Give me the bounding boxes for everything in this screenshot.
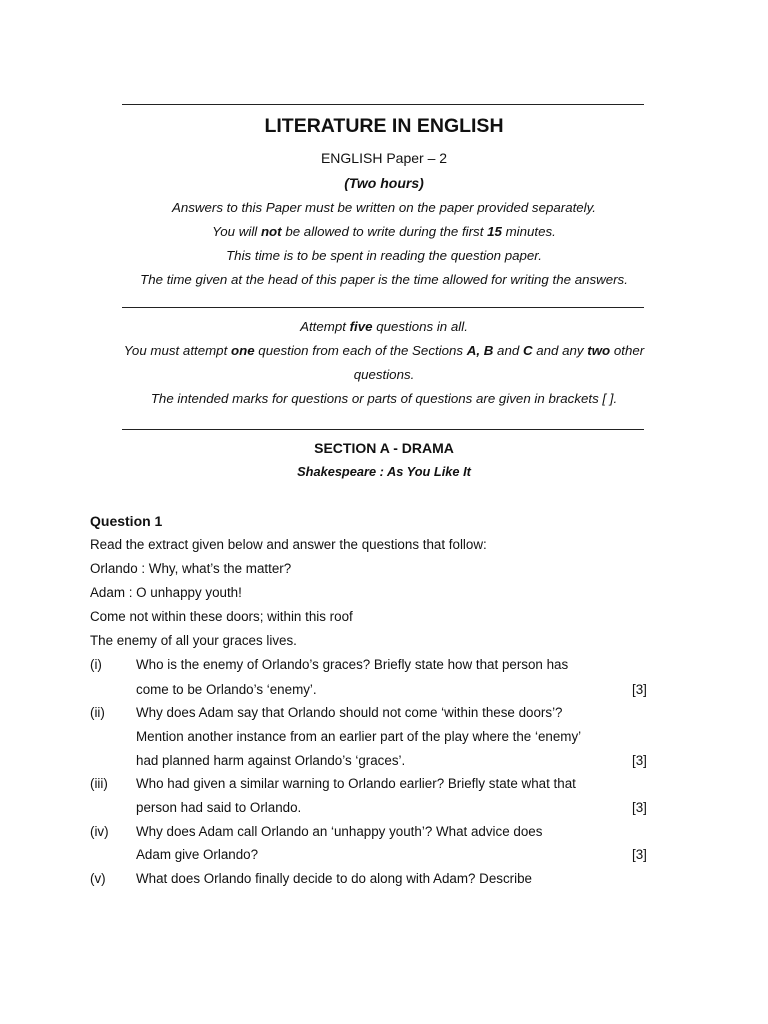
instruction-line-2: You will not be allowed to write during the first 15 minutes. <box>212 224 556 239</box>
part-text-line: person had said to Orlando. <box>136 800 302 815</box>
middle-divider <box>122 307 644 308</box>
extract-line: The enemy of all your graces lives. <box>90 633 297 648</box>
extract-line: Come not within these doors; within this roof <box>90 609 353 624</box>
part-marks: [3] <box>632 847 647 862</box>
attempt-line-3: questions. <box>353 367 415 382</box>
part-number: (v) <box>90 871 106 886</box>
part-text-line: Mention another instance from an earlier part of the play where the ‘enemy’ <box>136 729 582 744</box>
part-marks: [3] <box>632 800 647 815</box>
part-text-line: Who had given a similar warning to Orlando earlier? Briefly state what that <box>136 776 576 791</box>
instruction-line-1: Answers to this Paper must be written on the paper provided separately. <box>171 200 596 215</box>
part-text-line: Who is the enemy of Orlando’s graces? Briefly state how that person has <box>136 657 569 672</box>
part-number: (iii) <box>90 776 108 791</box>
duration: (Two hours) <box>344 175 424 191</box>
part-text-line: come to be Orlando’s ‘enemy’. <box>136 682 317 697</box>
attempt-line-1: Attempt five questions in all. <box>300 319 468 334</box>
extract-line: Orlando : Why, what’s the matter? <box>90 561 292 576</box>
part-number: (ii) <box>90 705 105 720</box>
paper-subtitle: ENGLISH Paper – 2 <box>320 150 448 166</box>
part-text-line: Why does Adam call Orlando an ‘unhappy youth’? What advice does <box>136 824 543 839</box>
part-text-line: had planned harm against Orlando’s ‘graces’. <box>136 753 406 768</box>
question-heading: Question 1 <box>90 513 163 529</box>
attempt-line-2: You must attempt one question from each of the Sections A, B and C and any two other <box>123 343 645 358</box>
part-text-line: Adam give Orlando? <box>136 847 259 862</box>
part-text-line: Why does Adam say that Orlando should not come ‘within these doors’? <box>136 705 563 720</box>
bottom-divider <box>122 429 644 430</box>
section-title: SECTION A - DRAMA <box>314 440 454 456</box>
instruction-line-4: The time given at the head of this paper is the time allowed for writing the answers. <box>140 272 628 287</box>
part-text-line: What does Orlando finally decide to do along with Adam? Describe <box>136 871 532 886</box>
part-marks: [3] <box>632 753 647 768</box>
top-divider <box>122 104 644 105</box>
part-number: (i) <box>90 657 102 672</box>
attempt-line-4: The intended marks for questions or parts of questions are given in brackets [ ]. <box>150 391 618 406</box>
question-intro: Read the extract given below and answer the questions that follow: <box>90 537 487 552</box>
instruction-line-3: This time is to be spent in reading the question paper. <box>226 248 542 263</box>
part-number: (iv) <box>90 824 109 839</box>
part-marks: [3] <box>632 682 647 697</box>
paper-title: LITERATURE IN ENGLISH <box>264 115 504 137</box>
section-subtitle: Shakespeare : As You Like It <box>297 464 471 479</box>
extract-line: Adam : O unhappy youth! <box>90 585 242 600</box>
